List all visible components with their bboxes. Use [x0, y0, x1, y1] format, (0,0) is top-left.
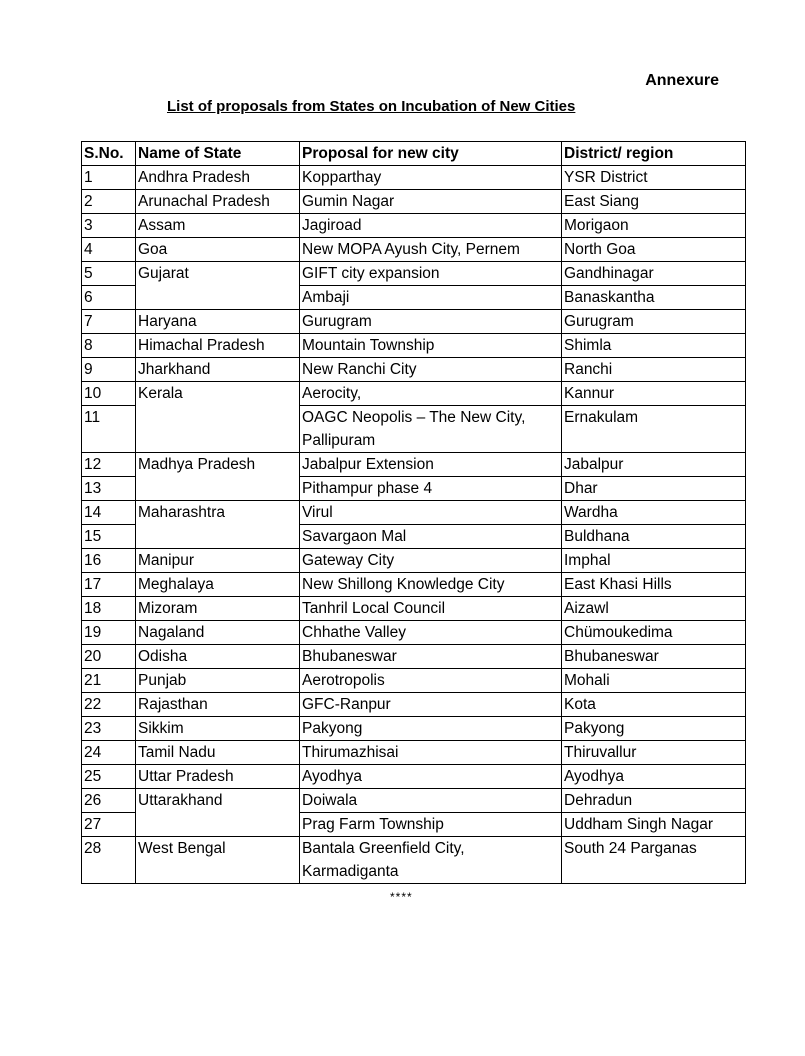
cell-state: Rajasthan [136, 693, 300, 717]
table-row [82, 334, 746, 358]
cell-sno: 2 [82, 190, 136, 214]
cell-proposal: OAGC Neopolis – The New City, Pallipuram [300, 406, 562, 453]
cell-sno: 24 [82, 741, 136, 765]
table-row [82, 190, 746, 214]
cell-district: Aizawl [562, 597, 746, 621]
cell-state: Kerala [136, 382, 300, 453]
proposals-table [81, 141, 746, 884]
table-row [82, 717, 746, 741]
cell-sno: 15 [82, 525, 136, 549]
cell-proposal: Mountain Township [300, 334, 562, 358]
cell-state: West Bengal [136, 837, 300, 884]
cell-district: Mohali [562, 669, 746, 693]
cell-proposal: Gateway City [300, 549, 562, 573]
table-row [82, 549, 746, 573]
cell-state: Assam [136, 214, 300, 238]
table-row [82, 573, 746, 597]
cell-proposal: New Shillong Knowledge City [300, 573, 562, 597]
cell-district: Pakyong [562, 717, 746, 741]
cell-sno: 18 [82, 597, 136, 621]
table-row [82, 789, 746, 813]
cell-state: Tamil Nadu [136, 741, 300, 765]
cell-proposal: Ayodhya [300, 765, 562, 789]
cell-sno: 5 [82, 262, 136, 286]
cell-sno: 22 [82, 693, 136, 717]
cell-sno: 4 [82, 238, 136, 262]
cell-district: Kannur [562, 382, 746, 406]
cell-sno: 9 [82, 358, 136, 382]
cell-proposal: Virul [300, 501, 562, 525]
table-row [82, 741, 746, 765]
document-title: List of proposals from States on Incubation of New Cities [167, 98, 576, 115]
cell-proposal: Savargaon Mal [300, 525, 562, 549]
table-row [82, 765, 746, 789]
header-district: District/ region [562, 142, 746, 166]
cell-proposal: GFC-Ranpur [300, 693, 562, 717]
cell-state: Haryana [136, 310, 300, 334]
footer-stars: **** [390, 890, 413, 904]
cell-district: Chümoukedima [562, 621, 746, 645]
table-row [82, 166, 746, 190]
cell-sno: 13 [82, 477, 136, 501]
cell-district: Uddham Singh Nagar [562, 813, 746, 837]
cell-sno: 28 [82, 837, 136, 884]
cell-proposal: Jagiroad [300, 214, 562, 238]
cell-proposal: Thirumazhisai [300, 741, 562, 765]
cell-state: Arunachal Pradesh [136, 190, 300, 214]
cell-proposal: Gurugram [300, 310, 562, 334]
cell-proposal: Bhubaneswar [300, 645, 562, 669]
cell-district: Dhar [562, 477, 746, 501]
cell-sno: 14 [82, 501, 136, 525]
cell-state: Uttar Pradesh [136, 765, 300, 789]
cell-proposal: Bantala Greenfield City, Karmadiganta [300, 837, 562, 884]
cell-sno: 19 [82, 621, 136, 645]
cell-district: Wardha [562, 501, 746, 525]
cell-sno: 25 [82, 765, 136, 789]
cell-district: Shimla [562, 334, 746, 358]
cell-sno: 10 [82, 382, 136, 406]
table-row [82, 453, 746, 477]
cell-state: Nagaland [136, 621, 300, 645]
cell-district: YSR District [562, 166, 746, 190]
cell-proposal: Aerocity, [300, 382, 562, 406]
cell-state: Mizoram [136, 597, 300, 621]
cell-district: Morigaon [562, 214, 746, 238]
cell-proposal: GIFT city expansion [300, 262, 562, 286]
cell-district: East Khasi Hills [562, 573, 746, 597]
cell-sno: 12 [82, 453, 136, 477]
cell-proposal: New Ranchi City [300, 358, 562, 382]
cell-sno: 7 [82, 310, 136, 334]
cell-state: Andhra Pradesh [136, 166, 300, 190]
cell-sno: 27 [82, 813, 136, 837]
header-state: Name of State [136, 142, 300, 166]
cell-state: Uttarakhand [136, 789, 300, 837]
cell-proposal: Ambaji [300, 286, 562, 310]
cell-district: East Siang [562, 190, 746, 214]
table-row [82, 262, 746, 286]
cell-state: Maharashtra [136, 501, 300, 549]
table-row [82, 358, 746, 382]
cell-district: Ayodhya [562, 765, 746, 789]
cell-proposal: Pakyong [300, 717, 562, 741]
table-row [82, 597, 746, 621]
cell-district: Buldhana [562, 525, 746, 549]
table-row [82, 693, 746, 717]
table-row [82, 837, 746, 884]
cell-state: Gujarat [136, 262, 300, 310]
cell-proposal: Aerotropolis [300, 669, 562, 693]
cell-state: Madhya Pradesh [136, 453, 300, 501]
cell-district: South 24 Parganas [562, 837, 746, 884]
cell-state: Odisha [136, 645, 300, 669]
cell-state: Sikkim [136, 717, 300, 741]
table-row [82, 645, 746, 669]
cell-state: Meghalaya [136, 573, 300, 597]
cell-proposal: Kopparthay [300, 166, 562, 190]
cell-district: North Goa [562, 238, 746, 262]
header-sno: S.No. [82, 142, 136, 166]
cell-district: Jabalpur [562, 453, 746, 477]
cell-district: Kota [562, 693, 746, 717]
cell-proposal: Gumin Nagar [300, 190, 562, 214]
cell-sno: 11 [82, 406, 136, 453]
cell-sno: 23 [82, 717, 136, 741]
cell-proposal: Tanhril Local Council [300, 597, 562, 621]
cell-sno: 16 [82, 549, 136, 573]
cell-proposal: Prag Farm Township [300, 813, 562, 837]
cell-sno: 8 [82, 334, 136, 358]
cell-proposal: Chhathe Valley [300, 621, 562, 645]
cell-state: Jharkhand [136, 358, 300, 382]
cell-state: Punjab [136, 669, 300, 693]
table-row [82, 238, 746, 262]
table-row [82, 669, 746, 693]
cell-district: Dehradun [562, 789, 746, 813]
cell-state: Goa [136, 238, 300, 262]
cell-district: Imphal [562, 549, 746, 573]
table-row [82, 214, 746, 238]
cell-sno: 26 [82, 789, 136, 813]
cell-district: Ranchi [562, 358, 746, 382]
cell-proposal: Jabalpur Extension [300, 453, 562, 477]
header-proposal: Proposal for new city [300, 142, 562, 166]
cell-proposal: Pithampur phase 4 [300, 477, 562, 501]
annexure-label: Annexure [645, 72, 719, 89]
cell-district: Bhubaneswar [562, 645, 746, 669]
cell-sno: 17 [82, 573, 136, 597]
table-row [82, 310, 746, 334]
cell-sno: 21 [82, 669, 136, 693]
cell-district: Banaskantha [562, 286, 746, 310]
cell-state: Manipur [136, 549, 300, 573]
table-row [82, 501, 746, 525]
cell-sno: 6 [82, 286, 136, 310]
table-row [82, 621, 746, 645]
table-row [82, 382, 746, 406]
cell-district: Ernakulam [562, 406, 746, 453]
cell-sno: 20 [82, 645, 136, 669]
cell-district: Gandhinagar [562, 262, 746, 286]
cell-district: Thiruvallur [562, 741, 746, 765]
cell-proposal: Doiwala [300, 789, 562, 813]
cell-sno: 3 [82, 214, 136, 238]
cell-state: Himachal Pradesh [136, 334, 300, 358]
cell-sno: 1 [82, 166, 136, 190]
cell-proposal: New MOPA Ayush City, Pernem [300, 238, 562, 262]
cell-district: Gurugram [562, 310, 746, 334]
table-header-row [82, 142, 746, 166]
